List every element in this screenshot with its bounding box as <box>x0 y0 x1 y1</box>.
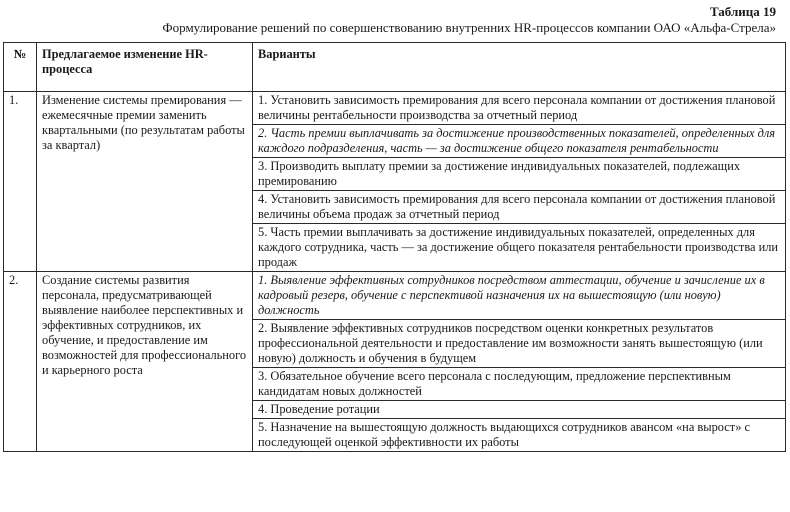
table-number: Таблица 19 <box>709 4 776 19</box>
table-row <box>4 92 786 125</box>
variant-cell: 3. Обязательное обучение всего персонала с последующим, предложение перспективным кандидатам новых должностей <box>253 368 786 401</box>
variant-cell: 5. Назначение на вышестоящую должность выдающихся сотрудников авансом «на вырост» с последующей оценкой эффективности их работы <box>253 419 786 452</box>
variant-cell: 2. Выявление эффективных сотрудников посредством оценки конкретных результатов профессиональной деятельности и предоставление им возможности занять вышестоящую (или новую) должность и обучения в будущем <box>253 320 786 368</box>
hr-decisions-table <box>3 42 786 452</box>
table-row <box>4 272 786 320</box>
row-number: 2. <box>4 272 37 452</box>
variant-cell: 5. Часть премии выплачивать за достижение индивидуальных показателей, определенных для каждого сотрудника, часть — за достижение общего показателя рентабельности производства или продаж <box>253 224 786 272</box>
variant-cell: 1. Установить зависимость премирования для всего персонала компании от достижения плановой величины рентабельности производства за отчетный период <box>253 92 786 125</box>
header-variants: Варианты <box>253 43 786 92</box>
variant-cell: 1. Выявление эффективных сотрудников посредством аттестации, обучение и зачисление их в кадровый резерв, обучение с перспективой назначения их на вышестоящую (или новую) должность <box>253 272 786 320</box>
row-number: 1. <box>4 92 37 272</box>
header-row <box>4 43 786 92</box>
variant-cell: 4. Установить зависимость премирования для всего персонала компании от достижения плановой величины объема продаж за отчетный период <box>253 191 786 224</box>
header-num: № <box>4 43 37 92</box>
proposed-change: Изменение системы премирования — ежемесячные премии заменить квартальными (по результатам работы за квартал) <box>37 92 253 272</box>
variant-cell: 2. Часть премии выплачивать за достижение производственных показателей, определенных для каждого подразделения, часть — за достижение общего показателя рентабельности <box>253 125 786 158</box>
variant-cell: 4. Проведение ротации <box>253 401 786 419</box>
proposed-change: Создание системы развития персонала, предусматривающей выявление наиболее перспективных и эффективных сотрудников, их обучение, и предоставление им возможностей для профессионального и карьерного роста <box>37 272 253 452</box>
header-change: Предлагаемое изменение HR-процесса <box>37 43 253 92</box>
table-caption: Формулирование решений по совершенствованию внутренних HR-процессов компании ОАО «Альфа-Стрела» <box>162 20 776 35</box>
variant-cell: 3. Производить выплату премии за достижение индивидуальных показателей, подлежащих премированию <box>253 158 786 191</box>
